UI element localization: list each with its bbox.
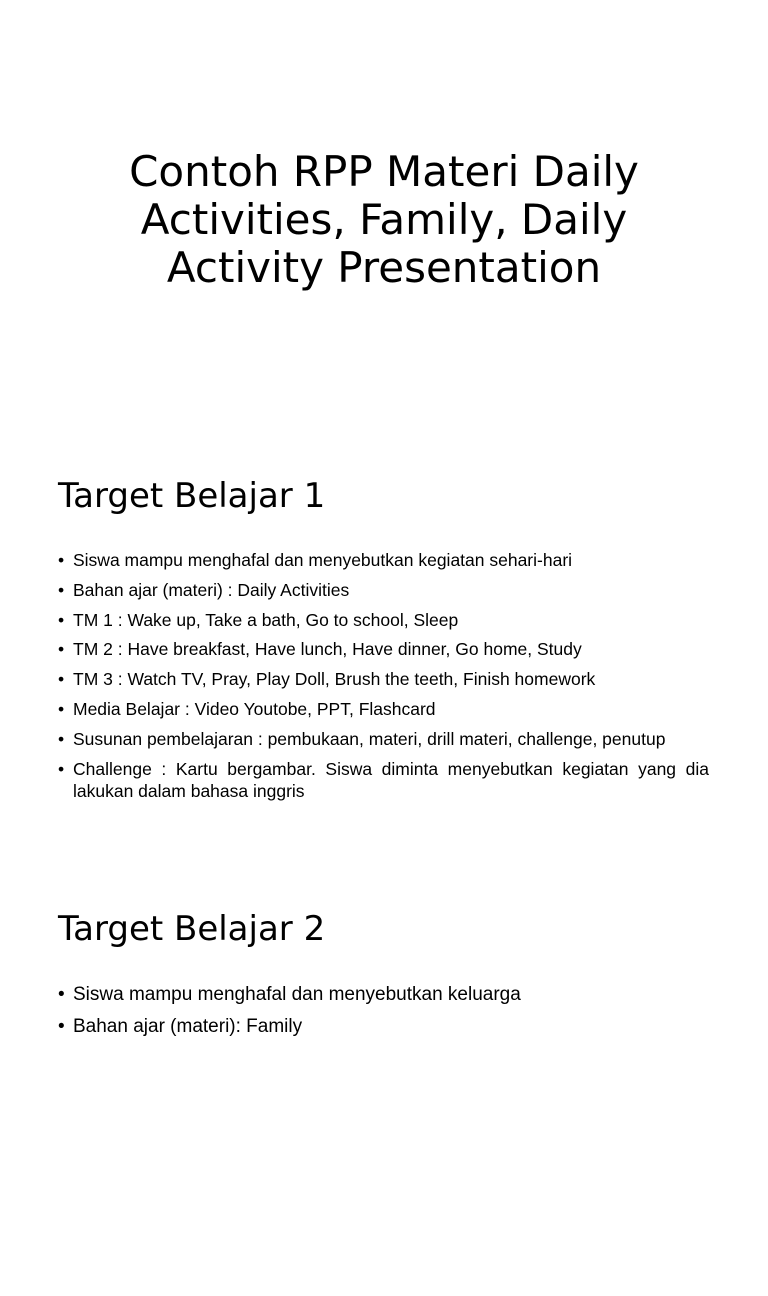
bullet-item	[58, 1015, 709, 1039]
bullet-item	[58, 728, 709, 750]
bullet-item	[58, 698, 709, 720]
bullet-icon: •	[58, 579, 65, 600]
bullet-text: Challenge : Kartu bergambar. Siswa diminta menyebutkan kegiatan yang dia lakukan dalam bahasa inggris	[73, 758, 709, 801]
slide-heading: Target Belajar 2	[58, 909, 326, 949]
bullet-text: Bahan ajar (materi) : Daily Activities	[73, 579, 350, 600]
bullet-item	[58, 668, 709, 690]
bullet-icon: •	[58, 1016, 65, 1037]
bullet-list	[58, 549, 709, 809]
bullet-text: Bahan ajar (materi): Family	[73, 1016, 303, 1037]
bullet-text: Media Belajar : Video Youtobe, PPT, Flashcard	[73, 698, 436, 719]
bullet-icon: •	[58, 698, 65, 719]
slide-heading: Target Belajar 1	[58, 476, 326, 516]
bullet-item	[58, 579, 709, 601]
bullet-item	[58, 758, 709, 802]
bullet-text: Susunan pembelajaran : pembukaan, materi, drill materi, challenge, penutup	[73, 728, 666, 749]
bullet-icon: •	[58, 728, 65, 749]
slide-target-belajar-1	[0, 432, 768, 864]
bullet-icon: •	[58, 669, 65, 690]
bullet-text: TM 3 : Watch TV, Pray, Play Doll, Brush the teeth, Finish homework	[73, 669, 596, 690]
bullet-icon: •	[58, 984, 65, 1005]
bullet-list	[58, 983, 709, 1047]
bullet-icon: •	[58, 639, 65, 660]
bullet-item	[58, 609, 709, 631]
bullet-text: Siswa mampu menghafal dan menyebutkan kegiatan sehari-hari	[73, 550, 573, 570]
bullet-item	[58, 549, 709, 571]
bullet-icon: •	[58, 609, 65, 630]
bullet-text: TM 2 : Have breakfast, Have lunch, Have dinner, Go home, Study	[73, 639, 582, 660]
bullet-text: TM 1 : Wake up, Take a bath, Go to school, Sleep	[73, 609, 459, 630]
bullet-text: Siswa mampu menghafal dan menyebutkan keluarga	[73, 984, 521, 1005]
bullet-item	[58, 983, 709, 1007]
slide-target-belajar-2	[0, 864, 768, 1296]
bullet-item	[58, 638, 709, 660]
bullet-icon: •	[58, 758, 65, 779]
presentation-title: Contoh RPP Materi Daily Activities, Family, Daily Activity Presentation	[129, 147, 639, 292]
bullet-icon: •	[58, 550, 65, 570]
slide-title	[0, 0, 768, 432]
